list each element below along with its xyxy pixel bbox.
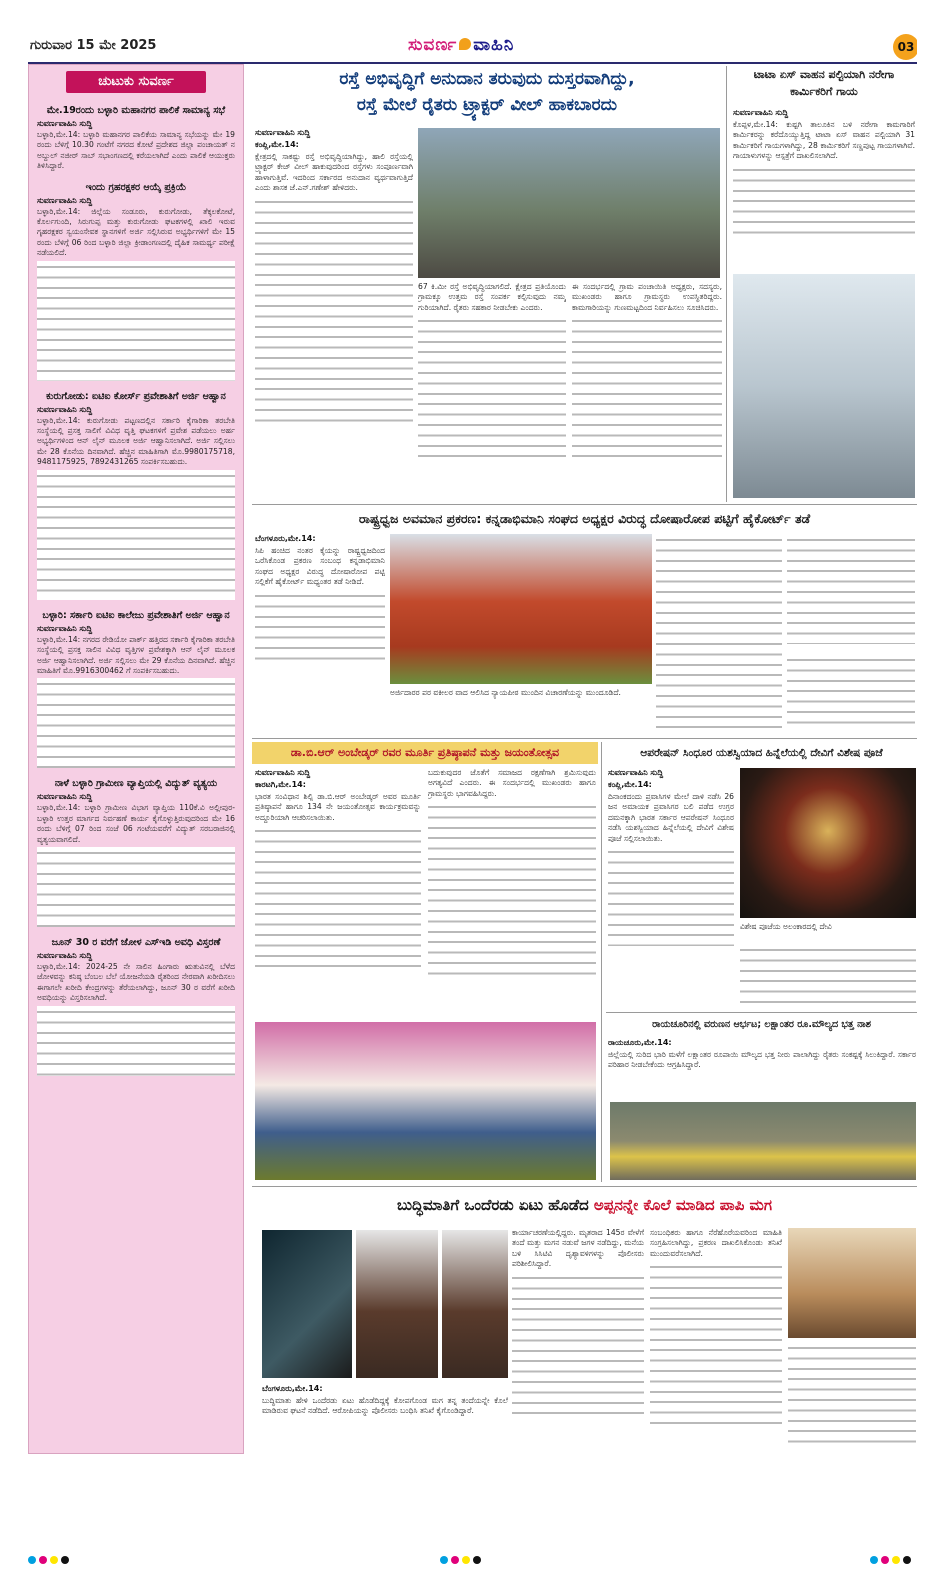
brief-title: ಕುರುಗೋಡು: ಐಟಿಐ ಕೋರ್ಸ್ ಪ್ರವೇಶಾತಿಗೆ ಅರ್ಜಿ ಆಹ್ವಾನ: [46, 390, 226, 402]
court-story-column-4: [787, 534, 915, 644]
story-text-continuation: [428, 801, 596, 981]
brief-byline: ಸುವರ್ಣವಾಹಿನಿ ಸುದ್ದಿ: [37, 623, 93, 633]
rain-story-headline: ರಾಯಚೂರಿನಲ್ಲಿ ವರುಣನ ಆರ್ಭಟ; ಲಕ್ಷಾಂತರ ರೂ.ಮೌಲ್ಯದ ಭತ್ತ ನಾಶ: [652, 1019, 871, 1030]
story-text-continuation: [608, 846, 734, 946]
brief-text-continuation: [37, 261, 235, 381]
road-inauguration-photo: [418, 128, 720, 278]
story-dateline: ಕಾರಟಗಿ,ಮೇ.14:: [255, 780, 306, 789]
newspaper-logo: [408, 35, 514, 55]
ambedkar-story-column-1: [255, 768, 421, 1018]
sindoor-story-column-2: [740, 944, 916, 1006]
story-text-continuation: [733, 164, 915, 234]
brand-name-part2: ವಾಹಿನಿ: [473, 35, 515, 55]
chutuku-banner: ಚುಟುಕು ಸುವರ್ಣ: [66, 71, 206, 93]
story-byline: ಸುವರ್ಣವಾಹಿನಿ ಸುದ್ದಿ: [608, 768, 664, 777]
printer-color-marks: [440, 1556, 481, 1564]
story-text-continuation: [255, 196, 413, 426]
brief-title: ಬಳ್ಳಾರಿ: ಸರ್ಕಾರಿ ಐಟಿಐ ಕಾಲೇಜು ಪ್ರವೇಶಾತಿಗೆ ಅರ್ಜಿ ಆಹ್ವಾನ: [42, 609, 230, 621]
murder-story-headline: [252, 1190, 917, 1220]
story-text-continuation: [255, 590, 385, 660]
story-dateline: ಕಂಪ್ಲಿ,ಮೇ.14:: [608, 780, 652, 789]
brief-text: ಬಳ್ಳಾರಿ,ಮೇ.14: 2024-25 ನೇ ಸಾಲಿನ ಹಿಂಗಾರು ಋತುವಿನಲ್ಲಿ ಬೆಳೆದ ಜೋಳವನ್ನು ಕನಿಷ್ಠ ಬೆಂಬಲ ಬೆಲೆ ಯೋಜನೆಯಡಿ ರೈತರಿಂದ ನೇರವಾಗಿ ಖರೀದಿಸಲು ಈಗಾಗಲೇ ಖರೀದಿ ಕೇಂದ್ರಗಳನ್ನು ತೆರೆಯಲಾಗಿದ್ದು, ಜೂನ್ 30 ರ ವರೆಗೆ ಖರೀದಿ ಅವಧಿಯನ್ನು ವಿಸ್ತರಿಸಲಾಗಿದೆ.: [37, 961, 235, 1003]
brief-text: ಬಳ್ಳಾರಿ,ಮೇ.14: ಬಳ್ಳಾರಿ ಮಹಾನಗರ ಪಾಲಿಕೆಯ ಸಾಮಾನ್ಯ ಸಭೆಯನ್ನು ಮೇ 19 ರಂದು ಬೆಳಿಗ್ಗೆ 10.30 ಗಂಟೆಗೆ ನಗರದ ಕೋಟೆ ಪ್ರದೇಶದ ಜಿಲ್ಲಾ ಪಂಚಾಯತ್ ನ ಅಬ್ದುಲ್ ನಜೀರ್ ಸಾಬ್ ಸಭಾಂಗಣದಲ್ಲಿ ಕರೆಯಲಾಗಿದೆ ಎಂದು ಪಾಲಿಕೆ ಆಯುಕ್ತರು ತಿಳಿಸಿದ್ದಾರೆ.: [37, 130, 235, 171]
story-text: ಬದುಕುವುದರ ಜೊತೆಗೆ ಸಮಾಜದ ರಕ್ಷಣೆಗಾಗಿ ಶ್ರಮಿಸುವುದು ಅಗತ್ಯವಿದೆ ಎಂದರು. ಈ ಸಂದರ್ಭದಲ್ಲಿ ಮುಖಂಡರು ಹಾಗೂ ಗ್ರಾಮಸ್ಥರು ಭಾಗವಹಿಸಿದ್ದರು.: [428, 768, 596, 798]
flooded-paddy-photo: [610, 1102, 916, 1180]
story-text: ಭಾರತ ಸಂವಿಧಾನ ಶಿಲ್ಪಿ ಡಾ.ಬಿ.ಆರ್ ಅಂಬೇಡ್ಕರ್ ಅವರ ಮೂರ್ತಿ ಪ್ರತಿಷ್ಠಾಪನೆ ಹಾಗೂ 134 ನೇ ಜಯಂತೋತ್ಸವ ಕಾರ್ಯಕ್ರಮವನ್ನು ಅದ್ದೂರಿಯಾಗಿ ಆಚರಿಸಲಾಯಿತು.: [255, 792, 421, 822]
murder-story-lead: [262, 1384, 508, 1450]
ambedkar-story-headline: ಡಾ.ಬಿ.ಆರ್ ಅಂಬೇಡ್ಕರ್ ರವರ ಮೂರ್ತಿ ಪ್ರತಿಷ್ಠಾಪನೆ ಮತ್ತು ಜಯಂತೋತ್ಸವ: [252, 742, 598, 764]
column-divider: [601, 742, 602, 1182]
brief-title: ಜೂನ್ 30 ರ ವರೆಗೆ ಜೋಳ ಎಸ್ಇಡಿ ಅವಧಿ ವಿಸ್ತರಣೆ: [51, 936, 221, 948]
masthead: [28, 34, 917, 62]
tata-story-headline: ಟಾಟಾ ಏಸ್ ವಾಹನ ಪಲ್ಟಿಯಾಗಿ ನರೇಗಾ ಕಾರ್ಮಿಕರಿಗೆ ಗಾಯ: [753, 68, 895, 98]
section-divider: [252, 1186, 917, 1187]
road-story-column-3: [572, 282, 722, 500]
story-text: ಬುದ್ಧಿಮಾತು ಹೇಳಿ ಒಂದೆರಡು ಏಟು ಹೊಡೆದಿದ್ದಕ್ಕೆ ಕೋಪಗೊಂಡ ಮಗ ತನ್ನ ತಂದೆಯನ್ನೇ ಕೊಲೆ ಮಾಡಿರುವ ಘಟನೆ ನಡೆದಿದೆ. ಆರೋಪಿಯನ್ನು ಪೊಲೀಸರು ಬಂಧಿಸಿ ತನಿಖೆ ಕೈಗೊಂಡಿದ್ದಾರೆ.: [262, 1396, 508, 1416]
court-story-column-3: [656, 534, 782, 732]
court-photo-caption: ಅರ್ಜಿದಾರರ ಪರ ವಕೀಲರ ವಾದ ಆಲಿಸಿದ ನ್ಯಾಯಪೀಠ ಮುಂದಿನ ವಿಚಾರಣೆಯನ್ನು ಮುಂದೂಡಿದೆ.: [390, 688, 621, 697]
printer-color-marks: [870, 1556, 911, 1564]
rain-story-body: [608, 1038, 916, 1098]
headline-part: ಬುದ್ಧಿಮಾತಿಗೆ ಒಂದೆರಡು ಏಟು ಹೊಡೆದ: [397, 1196, 594, 1214]
story-text: ಕಾರ್ಯಾಚರಣೆಯಲ್ಲಿದ್ದರು. ಮೃತರಾದ 145ರ ವೇಳೆಗೆ ತಂದೆ ಮತ್ತು ಮಗನ ನಡುವೆ ಜಗಳ ನಡೆದಿದ್ದು, ಮನೆಯ ಬಳಿ ಸಿಸಿಟಿವಿ ದೃಶ್ಯಾವಳಿಗಳನ್ನು ಪೊಲೀಸರು ಪರಿಶೀಲಿಸಿದ್ದಾರೆ.: [512, 1228, 644, 1269]
court-story-column-1: [255, 534, 385, 734]
story-text-continuation: [572, 315, 722, 465]
story-text: ಈ ಸಂದರ್ಭದಲ್ಲಿ ಗ್ರಾಮ ಪಂಚಾಯಿತಿ ಅಧ್ಯಕ್ಷರು, ಸದಸ್ಯರು, ಮುಖಂಡರು ಹಾಗೂ ಗ್ರಾಮಸ್ಥರು ಉಪಸ್ಥಿತರಿದ್ದರು. ಕಾಮಗಾರಿಯನ್ನು ಗುಣಮಟ್ಟದಿಂದ ನಿರ್ವಹಿಸಲು ಸೂಚಿಸಿದರು.: [572, 282, 722, 312]
story-dateline: ರಾಯಚೂರು,ಮೇ.14:: [608, 1038, 672, 1047]
sindoor-story-headline: ಆಪರೇಷನ್ ಸಿಂಧೂರ ಯಶಸ್ವಿಯಾದ ಹಿನ್ನೆಲೆಯಲ್ಲಿ ದೇವಿಗೆ ವಿಶೇಷ ಪೂಜೆ: [640, 747, 883, 759]
crime-illustration: [788, 1228, 916, 1338]
headline-line: ರಸ್ತೆ ಅಭಿವೃದ್ಧಿಗೆ ಅನುದಾನ ತರುವುದು ದುಸ್ತರವಾಗಿದ್ದು,: [339, 69, 635, 89]
section-divider: [252, 504, 917, 505]
brief-byline: ಸುವರ್ಣವಾಹಿನಿ ಸುದ್ದಿ: [37, 195, 93, 205]
brief-item: [29, 927, 243, 1076]
brief-byline: ಸುವರ್ಣವಾಹಿನಿ ಸುದ್ದಿ: [37, 792, 93, 802]
sindoor-story-body: [608, 768, 734, 1008]
brief-byline: ಸುವರ್ಣವಾಹಿನಿ ಸುದ್ದಿ: [37, 119, 93, 128]
brief-text: ಬಳ್ಳಾರಿ,ಮೇ.14: ನಗರದ ರೇಡಿಯೋ ಪಾರ್ಕ್ ಹತ್ತಿರದ ಸರ್ಕಾರಿ ಕೈಗಾರಿಕಾ ತರಬೇತಿ ಸಂಸ್ಥೆಯಲ್ಲಿ ಪ್ರಸಕ್ತ ಸಾಲಿನ ವಿವಿಧ ವೃತ್ತಿಗಳ ಪ್ರವೇಶಕ್ಕಾಗಿ ಆನ್ ಲೈನ್ ಮೂಲಕ ಅರ್ಜಿ ಆಹ್ವಾನಿಸಲಾಗಿದೆ. ಅರ್ಜಿ ಸಲ್ಲಿಸಲು ಮೇ 29 ಕೊನೆಯ ದಿನವಾಗಿದೆ. ಹೆಚ್ಚಿನ ಮಾಹಿತಿಗೆ ಮೊ.9916300462 ಗೆ ಸಂಪರ್ಕಿಸಬಹುದು.: [37, 634, 235, 675]
brief-title: ಇಂದು ಗ್ರಹರಕ್ಷಕರ ಆಯ್ಕೆ ಪ್ರಕ್ರಿಯೆ: [85, 181, 187, 193]
road-story-column-1: [255, 128, 413, 500]
story-dateline: ಬೆಂಗಳೂರು,ಮೇ.14:: [262, 1384, 323, 1393]
brief-item: [29, 95, 243, 172]
accused-photo-2: [442, 1230, 508, 1378]
brief-title: ಮೇ.19ರಂದು ಬಳ್ಳಾರಿ ಮಹಾನಗರ ಪಾಲಿಕೆ ಸಾಮಾನ್ಯ ಸಭೆ: [46, 105, 226, 116]
section-divider: [252, 738, 917, 739]
high-court-building-photo: [390, 534, 652, 684]
murder-story-column-2: [512, 1228, 644, 1450]
brief-text: ಬಳ್ಳಾರಿ,ಮೇ.14: ಕುರುಗೋಡು ಪಟ್ಟಣದಲ್ಲಿನ ಸರ್ಕಾರಿ ಕೈಗಾರಿಕಾ ತರಬೇತಿ ಸಂಸ್ಥೆಯಲ್ಲಿ ಪ್ರಸಕ್ತ ಸಾಲಿಗೆ ವಿವಿಧ ವೃತ್ತಿ ಘಟಕಗಳಿಗೆ ಪ್ರವೇಶ ಪಡೆಯಲು ಅರ್ಹ ಅಭ್ಯರ್ಥಿಗಳಿಂದ ಆನ್ ಲೈನ್ ಮೂಲಕ ಅರ್ಜಿ ಆಹ್ವಾನಿಸಲಾಗಿದೆ. ಅರ್ಜಿ ಸಲ್ಲಿಸಲು ಮೇ 28 ಕೊನೆಯ ದಿನವಾಗಿದೆ. ಹೆಚ್ಚಿನ ಮಾಹಿತಿಗಾಗಿ ಮೊ.9980175718, 9481175925, 7892431265 ಸಂಪರ್ಕಿಸಬಹುದು.: [37, 415, 235, 467]
cctv-still-photo: [262, 1230, 352, 1378]
story-text: ಸಿಪಿ ಹಂಚಿದ ನಂತರ ಕೈಯನ್ನು ರಾಷ್ಟ್ರಧ್ವಜದಿಂದ ಒರೆಸಿಕೊಂಡ ಪ್ರಕರಣ ಸಂಬಂಧ ಕನ್ನಡಾಭಿಮಾನಿ ಸಂಘದ ಅಧ್ಯಕ್ಷರ ವಿರುದ್ಧ ದೋಷಾರೋಪ ಪಟ್ಟಿ ಸಲ್ಲಿಕೆಗೆ ಹೈಕೋರ್ಟ್ ಮಧ್ಯಂತರ ತಡೆ ನೀಡಿದೆ.: [255, 546, 385, 587]
brief-text: ಬಳ್ಳಾರಿ,ಮೇ.14: ಬಳ್ಳಾರಿ ಗ್ರಾಮೀಣ ವಿಭಾಗ ವ್ಯಾಪ್ತಿಯ 110ಕೆ.ವಿ ಅಲ್ಲೀಪುರ-ಬಳ್ಳಾರಿ ಉತ್ತರ ಮಾರ್ಗದ ನಿರ್ವಹಣೆ ಕಾರ್ಯ ಕೈಗೊಳ್ಳುತ್ತಿರುವುದರಿಂದ ಮೇ 16 ರಂದು ಬೆಳಿಗ್ಗೆ 07 ರಿಂದ ಸಂಜೆ 06 ಗಂಟೆಯವರೆಗೆ ವಿದ್ಯುತ್ ಸರಬರಾಜಿನಲ್ಲಿ ವ್ಯತ್ಯಯವಾಗಲಿದೆ.: [37, 803, 235, 844]
hospital-photo: [733, 274, 915, 498]
story-text: ದಿನಾಂಕದಂದು ಪ್ರವಾಸಿಗಳ ಮೇಲೆ ದಾಳಿ ನಡೆಸಿ 26 ಜನ ಅಮಾಯಕ ಪ್ರವಾಸಿಗರ ಬಲಿ ಪಡೆದ ಉಗ್ರರ ದಮನಕ್ಕಾಗಿ ಭಾರತ ಸರ್ಕಾರ ಆಪರೇಷನ್ ಸಿಂಧೂರ ನಡೆಸಿ ಯಶಸ್ವಿಯಾದ ಹಿನ್ನೆಲೆಯಲ್ಲಿ ದೇವಿಗೆ ವಿಶೇಷ ಪೂಜೆ ಸಲ್ಲಿಸಲಾಯಿತು.: [608, 792, 734, 843]
deity-photo-caption: ವಿಶೇಷ ಪೂಜೆಯ ಅಲಂಕಾರದಲ್ಲಿ ದೇವಿ: [740, 922, 832, 931]
brief-text-continuation: [37, 847, 235, 927]
story-text-continuation: [255, 825, 421, 975]
headline-line: ರಸ್ತೆ ಮೇಲೆ ರೈತರು ಟ್ರ್ಯಾಕ್ಟರ್ ವೀಲ್ ಹಾಕಬಾರದು: [356, 95, 618, 115]
brief-byline: ಸುವರ್ಣವಾಹಿನಿ ಸುದ್ದಿ: [37, 950, 93, 960]
story-text: ಕೊಪ್ಪಳ,ಮೇ.14: ಕುಷ್ಟಗಿ ತಾಲೂಕಿನ ಬಳಿ ನರೇಗಾ ಕಾಮಗಾರಿಗೆ ಕಾರ್ಮಿಕರನ್ನು ಕರೆದೊಯ್ಯುತ್ತಿದ್ದ ಟಾಟಾ ಏಸ್ ವಾಹನ ಪಲ್ಟಿಯಾಗಿ 31 ಕಾರ್ಮಿಕರಿಗೆ ಗಾಯಗಳಾಗಿದ್ದು, 28 ಕಾರ್ಮಿಕರಿಗೆ ಸಣ್ಣಪುಟ್ಟ ಗಾಯಗಳಾಗಿವೆ. ಗಾಯಾಳುಗಳನ್ನು ಆಸ್ಪತ್ರೆಗೆ ದಾಖಲಿಸಲಾಗಿದೆ.: [733, 120, 915, 161]
story-text-continuation: [512, 1272, 644, 1422]
issue-date: ಗುರುವಾರ 15 ಮೇ 2025: [30, 38, 157, 53]
brief-title: ನಾಳೆ ಬಳ್ಳಾರಿ ಗ್ರಾಮೀಣ ವ್ಯಾಪ್ತಿಯಲ್ಲಿ ವಿದ್ಯುತ್ ವ್ಯತ್ಯಯ: [54, 778, 218, 790]
story-byline: ಸುವರ್ಣವಾಹಿನಿ ಸುದ್ದಿ: [255, 128, 311, 137]
story-byline: ಸುವರ್ಣವಾಹಿನಿ ಸುದ್ದಿ: [255, 768, 311, 777]
column-divider: [726, 66, 727, 502]
story-text: ಸಂಬಂಧಿಕರು ಹಾಗೂ ನೆರೆಹೊರೆಯವರಿಂದ ಮಾಹಿತಿ ಸಂಗ್ರಹಿಸಲಾಗಿದ್ದು, ಪ್ರಕರಣ ದಾಖಲಿಸಿಕೊಂಡು ತನಿಖೆ ಮುಂದುವರೆಸಲಾಗಿದೆ.: [650, 1228, 782, 1258]
flame-icon: [459, 38, 471, 50]
story-text-continuation: [650, 1261, 782, 1431]
brief-text: ಬಳ್ಳಾರಿ,ಮೇ.14: ಜಿಲ್ಲೆಯ ಸಂಡೂರು, ಕುರುಗೋಡು, ತೆಕ್ಕಲಕೋಟೆ, ಕೊರ್ಲಗುಂದಿ, ಸಿರುಗುಪ್ಪ ಮತ್ತು ಕುರುಗೋಡು ಘಟಕಗಳಲ್ಲಿ ಖಾಲಿ ಇರುವ ಗೃಹರಕ್ಷಕರ ಸ್ವಯಂಸೇವಕ ಸ್ಥಾನಗಳಿಗೆ ಅರ್ಜಿ ಸಲ್ಲಿಸಿರುವ ಅಭ್ಯರ್ಥಿಗಳಿಗೆ ಮೇ 15 ರಂದು ಬೆಳಿಗ್ಗೆ 06 ರಿಂದ ಬಳ್ಳಾರಿ ಜಿಲ್ಲಾ ಕ್ರೀಡಾಂಗಣದಲ್ಲಿ ದೈಹಿಕ ಸಾಮರ್ಥ್ಯ ಪರೀಕ್ಷೆ ನಡೆಯಲಿದೆ.: [37, 206, 235, 258]
ambedkar-statue-ceremony-photo: [255, 1022, 596, 1180]
story-dateline: ಬೆಂಗಳೂರು,ಮೇ.14:: [255, 534, 316, 543]
story-text: 67 ಕಿ.ಮೀ ರಸ್ತೆ ಅಭಿವೃದ್ಧಿಯಾಗಲಿದೆ. ಕ್ಷೇತ್ರದ ಪ್ರತಿಯೊಂದು ಗ್ರಾಮಕ್ಕೂ ಉತ್ತಮ ರಸ್ತೆ ಸಂಪರ್ಕ ಕಲ್ಪಿಸುವುದು ನಮ್ಮ ಗುರಿಯಾಗಿದೆ. ರೈತರು ಸಹಕಾರ ನೀಡಬೇಕು ಎಂದರು.: [418, 282, 566, 312]
chutuku-briefs-column: [28, 64, 244, 1454]
brief-item: [29, 600, 243, 769]
story-dateline: ಕಂಪ್ಲಿ,ಮೇ.14:: [255, 140, 299, 149]
brief-item: [29, 172, 243, 381]
story-byline: ಸುವರ್ಣವಾಹಿನಿ ಸುದ್ದಿ: [733, 108, 789, 117]
decorated-deity-photo: [740, 768, 916, 918]
brief-text-continuation: [37, 678, 235, 768]
brief-byline: ಸುವರ್ಣವಾಹಿನಿ ಸುದ್ದಿ: [37, 404, 93, 414]
road-story-column-2: [418, 282, 566, 500]
court-story-headline: ರಾಷ್ಟ್ರಧ್ವಜ ಅವಮಾನ ಪ್ರಕರಣ: ಕನ್ನಡಾಭಿಮಾನಿ ಸಂಘದ ಅಧ್ಯಕ್ಷರ ವಿರುದ್ಧ ದೋಷಾರೋಪ ಪಟ್ಟಿಗೆ ಹೈಕೋರ್ಟ್ ತಡೆ: [358, 511, 811, 526]
murder-story-column-4: [788, 1342, 916, 1450]
printer-color-marks: [28, 1556, 69, 1564]
court-story-column-4b: [787, 654, 915, 732]
story-text: ಜಿಲ್ಲೆಯಲ್ಲಿ ಸುರಿದ ಭಾರಿ ಮಳೆಗೆ ಲಕ್ಷಾಂತರ ರೂಪಾಯಿ ಮೌಲ್ಯದ ಭತ್ತ ನೀರು ಪಾಲಾಗಿದ್ದು ರೈತರು ಸಂಕಷ್ಟಕ್ಕೆ ಸಿಲುಕಿದ್ದಾರೆ. ಸರ್ಕಾರ ಪರಿಹಾರ ನೀಡಬೇಕೆಂದು ಆಗ್ರಹಿಸಿದ್ದಾರೆ.: [608, 1050, 916, 1070]
headline-part-highlight: ಅಪ್ಪನನ್ನೇ ಕೊಲೆ ಮಾಡಿದ ಪಾಪಿ ಮಗ: [593, 1196, 772, 1214]
tata-story-body: [733, 108, 915, 268]
section-divider: [606, 1012, 917, 1013]
brief-text-continuation: [37, 1006, 235, 1076]
page-number-badge: 03: [893, 34, 917, 60]
brief-text-continuation: [37, 470, 235, 600]
brief-item: [29, 768, 243, 927]
brand-name-part1: ಸುವರ್ಣ: [408, 35, 458, 55]
story-text-continuation: [418, 315, 566, 465]
murder-story-column-3: [650, 1228, 782, 1450]
ambedkar-story-column-2: [428, 768, 596, 1018]
brief-item: [29, 381, 243, 600]
story-lead: ಕ್ಷೇತ್ರದಲ್ಲಿ ಸಾಕಷ್ಟು ರಸ್ತೆ ಅಭಿವೃದ್ಧಿಯಾಗಿದ್ದು, ಹಾಲಿ ರಸ್ತೆಯಲ್ಲಿ ಟ್ರ್ಯಾಕ್ಟರ್ ಕೇಜ್ ವೀಲ್ ಹಾಕುವುದರಿಂದ ರಸ್ತೆಗಳು ಸಂಪೂರ್ಣವಾಗಿ ಹಾಳಾಗುತ್ತಿವೆ. ಇದರಿಂದ ಸರ್ಕಾರದ ಅನುದಾನ ವ್ಯರ್ಥವಾಗುತ್ತಿದೆ ಎಂದು ಶಾಸಕ ಜೆ.ಎನ್.ಗಣೇಶ್ ಹೇಳಿದರು.: [255, 152, 413, 193]
accused-photo: [356, 1230, 438, 1378]
road-story-headline: [252, 66, 722, 122]
